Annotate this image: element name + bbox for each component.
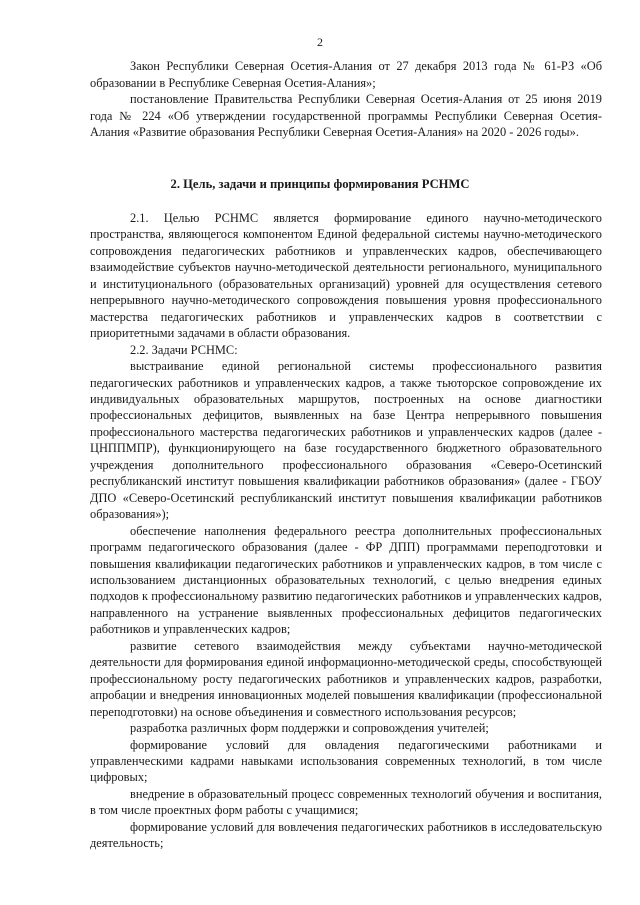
intro-block <box>90 58 602 141</box>
paragraph-goal: 2.1. Целью РСНМС является формирование единого научно-методического пространства, являющегося компонентом Единой федеральной системы научно-методического сопровождения педагогических работников и управленческих кадров, обеспечивающего взаимодействие субъектов научно-методической деятельности регионального, муниципального и институционального (образовательных организаций) уровней для осуществления сетевого непрерывного научно-методического сопровождения повышения уровня профессионального мастерства педагогических работников и управленческих кадров в соответствии с приоритетными задачами в области образования. <box>90 211 602 341</box>
section-title: 2. Цель, задачи и принципы формирования РСНМС <box>170 177 470 191</box>
section-body <box>90 210 602 852</box>
task-item: формирование условий для вовлечения педагогических работников в исследовательскую деятельность; <box>90 819 602 851</box>
paragraph-resolution: постановление Правительства Республики Северная Осетия-Алания от 25 июня 2019 года № 224 «Об утверждении государственной программы Республики Северная Осетия-Алания «Развитие образования Республики Северная Осетия-Алания» на 2020 - 2026 годы». <box>90 92 602 140</box>
paragraph-law: Закон Республики Северная Осетия-Алания от 27 декабря 2013 года № 61-РЗ «Об образовании в Республике Северная Осетия-Алания»; <box>90 59 602 90</box>
task-item: обеспечение наполнения федерального реестра дополнительных профессиональных программ педагогического образования (далее - ФР ДПП) программами переподготовки и повышения квалификации педагогических работников и управленческих кадров, в том числе с использованием дистанционных образовательных технологий, с целью внедрения единых подходов к профессиональному развитию педагогических работников и управленческих кадров, направленного на устранение выявленных профессиональных дефицитов педагогических работников и управленческих кадров; <box>90 523 602 637</box>
page-number: 2 <box>317 35 323 49</box>
task-item: формирование условий для овладения педагогическими работниками и управленческими кадрами навыками использования современных технологий, в том числе цифровых; <box>90 737 602 785</box>
task-item: развитие сетевого взаимодействия между субъектами научно-методической деятельности для формирования единой информационно-методической среды, способствующей профессиональному росту педагогических работников и управленческих кадров, разработки, апробации и внедрения инновационных моделей повышения квалификации (профессиональной переподготовки) на основе объединения и совместного использования ресурсов; <box>90 638 602 719</box>
paragraph-tasks-heading: 2.2. Задачи РСНМС: <box>130 342 238 357</box>
task-item: разработка различных форм поддержки и сопровождения учителей; <box>130 721 489 736</box>
task-item: внедрение в образовательный процесс современных технологий обучения и воспитания, в том числе проектных форм работы с учащимися; <box>90 786 602 818</box>
task-item: выстраивание единой региональной системы профессионального развития педагогических работников и управленческих кадров, а также тьюторское сопровождение их индивидуальных образовательных маршрутов, построенных на основе диагностики профессиональных дефицитов, выявленных на базе Центра непрерывного повышения профессионального мастерства педагогических работников и управленческих кадров (далее - ЦНППМПР), функционирующего на базе государственного бюджетного образовательного учреждения дополнительного профессионального образования «Северо-Осетинский республиканский институт повышения квалификации работников образования» (далее - ГБОУ ДПО «Северо-Осетинский республиканский институт повышения квалификации работников образования»); <box>90 359 602 522</box>
